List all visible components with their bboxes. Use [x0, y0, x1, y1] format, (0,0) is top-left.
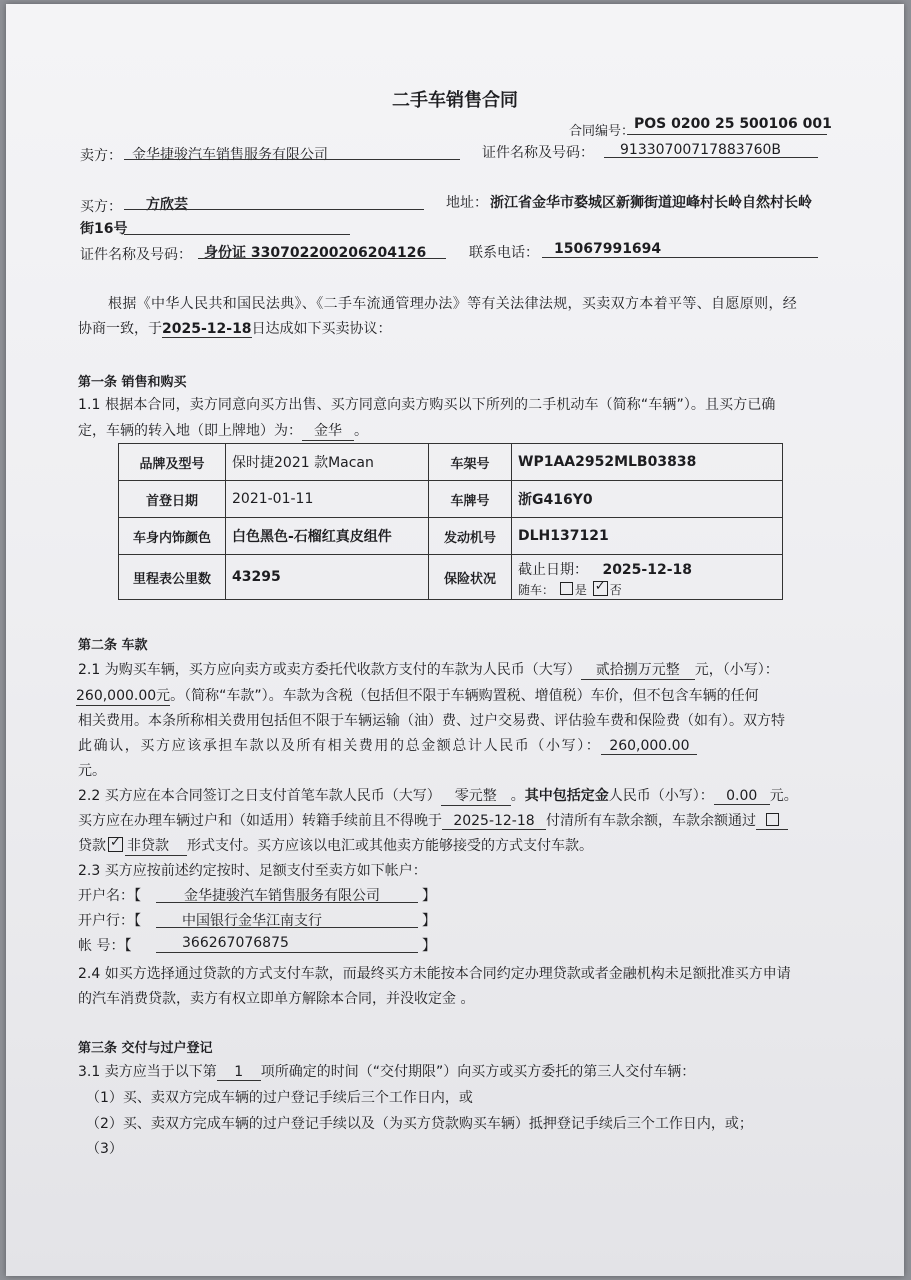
- non-loan-label: 非贷款: [125, 835, 187, 856]
- table-row: [119, 555, 783, 600]
- buyer-id-label: 证件名称及号码：: [80, 247, 192, 263]
- article-2-4-line-2: 的汽车消费贷款，卖方有权立即单方解除本合同，并没收定金 。: [78, 991, 475, 1007]
- article-1-1-line-2: [78, 420, 368, 441]
- color-value: 白色黑色-石榴红真皮组件: [226, 518, 429, 555]
- brand-label: 品牌及型号: [119, 444, 226, 481]
- buyer-id-underline: [198, 258, 446, 259]
- article-2-2-line-1: [78, 785, 798, 806]
- article-2-2-line-3: [78, 835, 593, 856]
- reg-date-value: 2021-01-11: [226, 481, 429, 518]
- article-2-1-line-5: 元。: [78, 763, 106, 779]
- article-2-2-text-f: 买方应在办理车辆过户和（如适用）转籍手续前且不得晚于: [78, 813, 442, 829]
- account-bank: 中国银行金华江南支行: [182, 913, 322, 929]
- intro-text-b: 日达成如下买卖协议：: [251, 321, 392, 337]
- vin-label: 车架号: [429, 444, 512, 481]
- article-3-title: 第三条 交付与过户登记: [78, 1041, 213, 1056]
- account-no: 366267076875: [182, 935, 289, 951]
- balance-due-date: 2025-12-18: [442, 813, 546, 830]
- seller-label: 卖方：: [80, 148, 122, 164]
- phone: 15067991694: [554, 241, 662, 257]
- article-2-3: 2.3 买方应按前述约定按时、足额支付至卖方如下帐户：: [78, 863, 427, 879]
- address-line-1: 浙江省金华市婺城区新狮街道迎峰村长岭自然村长岭: [490, 195, 812, 211]
- article-2-1-text-a: 2.1 为购买车辆，买方应向卖方或卖方委托代收款方支付的车款为人民币（大写）: [78, 662, 581, 678]
- mileage-label: 里程表公里数: [119, 555, 226, 600]
- buyer-label: 买方：: [80, 199, 122, 215]
- account-bank-underline: [156, 927, 418, 928]
- article-3-1-text-b: 项所确定的时间（“交付期限”）向买方或买方委托的第三人交付车辆：: [260, 1064, 696, 1080]
- address-label: 地址：: [446, 195, 488, 211]
- checkbox-checked-icon: [108, 837, 123, 852]
- engine-label: 发动机号: [429, 518, 512, 555]
- account-no-underline: [156, 952, 418, 953]
- insurance-expiry-label: 截止日期：: [518, 561, 588, 578]
- seller-id-label: 证件名称及号码：: [482, 145, 594, 161]
- article-3-item-2: （2）买、卖双方完成车辆的过户登记手续以及（为买方贷款购买车辆）抵押登记手续后三个工作日内，或；: [86, 1116, 753, 1132]
- article-3-1-text-a: 3.1 卖方应当于以下第: [78, 1064, 217, 1080]
- account-name-underline: [156, 902, 418, 903]
- contract-no-underline: [627, 134, 827, 135]
- article-1-1-line-1: 1.1 根据本合同，卖方同意向买方出售、买方同意向卖方购买以下所列的二手机动车（简称“车辆”）。且买方已确: [78, 397, 776, 413]
- table-row: [119, 481, 783, 518]
- bracket-close: 】: [422, 938, 436, 954]
- article-2-2-text-g: 付清所有车款余额，车款余额通过: [546, 813, 756, 829]
- article-2-2-text-b: 。: [510, 788, 525, 804]
- article-2-1-line-1: [78, 659, 779, 680]
- mileage-value: 43295: [226, 555, 429, 600]
- article-2-2-text-d: 人民币（小写）：: [608, 788, 714, 804]
- account-bank-label: 开户行：【: [78, 913, 141, 929]
- article-2-1-text-d: 此确认，买方应该承担车款以及所有相关费用的总金额总计人民币（小写）：: [78, 738, 602, 754]
- page-title: 二手车销售合同: [392, 90, 518, 111]
- checkbox-checked-icon: [593, 581, 608, 596]
- bracket-close: 】: [422, 913, 436, 929]
- checkbox-unchecked-icon: [560, 582, 573, 595]
- article-2-2-line-2: [78, 810, 788, 830]
- insurance-cell: [512, 555, 783, 600]
- insurance-with-car-label: 随车：: [518, 582, 555, 597]
- insurance-no-label: 否: [609, 582, 622, 597]
- intro-date: 2025-12-18: [162, 321, 252, 337]
- article-2-1-text-c: 。（简称“车款”）。车款为含税（包括但不限于车辆购置税、增值税）车价，但不包含车辆的任何: [170, 688, 759, 704]
- plate-label: 车牌号: [429, 481, 512, 518]
- blank-field: [756, 813, 788, 830]
- insurance-yes-label: 是: [574, 582, 587, 597]
- address-underline: [124, 234, 350, 235]
- contract-no: POS 0200 25 500106 001: [634, 116, 832, 132]
- article-2-1-line-4: [78, 735, 697, 755]
- account-name: 金华捷骏汽车销售服务有限公司: [184, 888, 380, 904]
- price-lower: 260,000.00元: [76, 685, 170, 706]
- destination-city: 金华: [302, 420, 354, 441]
- color-label: 车身内饰颜色: [119, 518, 226, 555]
- buyer-name: 方欣芸: [146, 197, 188, 213]
- loan-label: 贷款: [78, 838, 106, 854]
- checkbox-unchecked-icon: [766, 813, 779, 826]
- first-payment-upper: 零元整: [441, 785, 511, 806]
- price-upper: 贰拾捌万元整: [581, 659, 695, 680]
- article-3-item-1: （1）买、卖双方完成车辆的过户登记手续后三个工作日内，或: [86, 1090, 473, 1106]
- article-2-2-text-a: 2.2 买方应在本合同签订之日支付首笔车款人民币（大写）: [78, 788, 441, 804]
- article-3-item-3: （3）: [86, 1141, 123, 1157]
- total-amount: 260,000.00: [601, 738, 697, 755]
- buyer-id: 身份证 330702200206204126: [204, 245, 427, 261]
- insurance-expiry: 2025-12-18: [602, 561, 693, 578]
- delivery-option-number: 1: [217, 1064, 261, 1081]
- article-2-1-line-3: 相关费用。本条所称相关费用包括但不限于车辆运输（油）费、过户交易费、评估验车费和保险费（如有）。双方特: [78, 713, 785, 729]
- article-2-2-text-e: 元。: [769, 788, 798, 804]
- article-2-4-line-1: 2.4 如买方选择通过贷款的方式支付车款，而最终买方未能按本合同约定办理贷款或者金融机构未足额批准买方申请: [78, 966, 791, 982]
- reg-date-label: 首登日期: [119, 481, 226, 518]
- vin-value: WP1AA2952MLB03838: [512, 444, 783, 481]
- article-2-title: 第二条 车款: [78, 638, 148, 653]
- article-3-1: [78, 1061, 695, 1081]
- article-1-1-text: 定，车辆的转入地（即上牌地）为：: [78, 423, 302, 439]
- brand-value: 保时捷2021 款Macan: [226, 444, 429, 481]
- table-row: [119, 444, 783, 481]
- article-2-2-text-c: 其中包括定金: [524, 788, 609, 804]
- contract-no-label: 合同编号：: [569, 124, 635, 139]
- seller-name: 金华捷骏汽车销售服务有限公司: [132, 147, 328, 163]
- phone-label: 联系电话：: [469, 245, 539, 261]
- intro-text-a: 协商一致，于: [78, 321, 162, 337]
- plate-value: 浙G416Y0: [512, 481, 783, 518]
- bracket-close: 】: [422, 888, 436, 904]
- account-no-label: 帐 号：【: [78, 938, 132, 954]
- intro-line-2: [78, 318, 392, 338]
- vehicle-table: [118, 443, 783, 600]
- seller-underline: [124, 159, 460, 160]
- article-2-2-text-h: 形式支付。买方应该以电汇或其他卖方能够接受的方式支付车款。: [187, 838, 593, 854]
- article-2-1-line-2: [76, 685, 759, 706]
- article-1-1-end: 。: [354, 423, 368, 439]
- account-name-label: 开户名：【: [78, 888, 141, 904]
- intro-line-1: 根据《中华人民共和国民法典》、《二手车流通管理办法》等有关法律法规，买卖双方本着平等、自愿原则，经: [108, 296, 798, 312]
- address-line-2: 街16号: [80, 221, 128, 237]
- article-1-title: 第一条 销售和购买: [78, 375, 187, 390]
- seller-id: 91330700717883760B: [620, 142, 782, 158]
- insurance-label: 保险状况: [429, 555, 512, 600]
- table-row: [119, 518, 783, 555]
- phone-underline: [542, 257, 818, 258]
- contract-page: [6, 4, 904, 1276]
- deposit-amount: 0.00: [714, 788, 770, 805]
- buyer-underline: [124, 209, 424, 210]
- article-2-1-text-b: 元，（小写）：: [694, 662, 779, 678]
- seller-id-underline: [604, 157, 818, 158]
- engine-value: DLH137121: [512, 518, 783, 555]
